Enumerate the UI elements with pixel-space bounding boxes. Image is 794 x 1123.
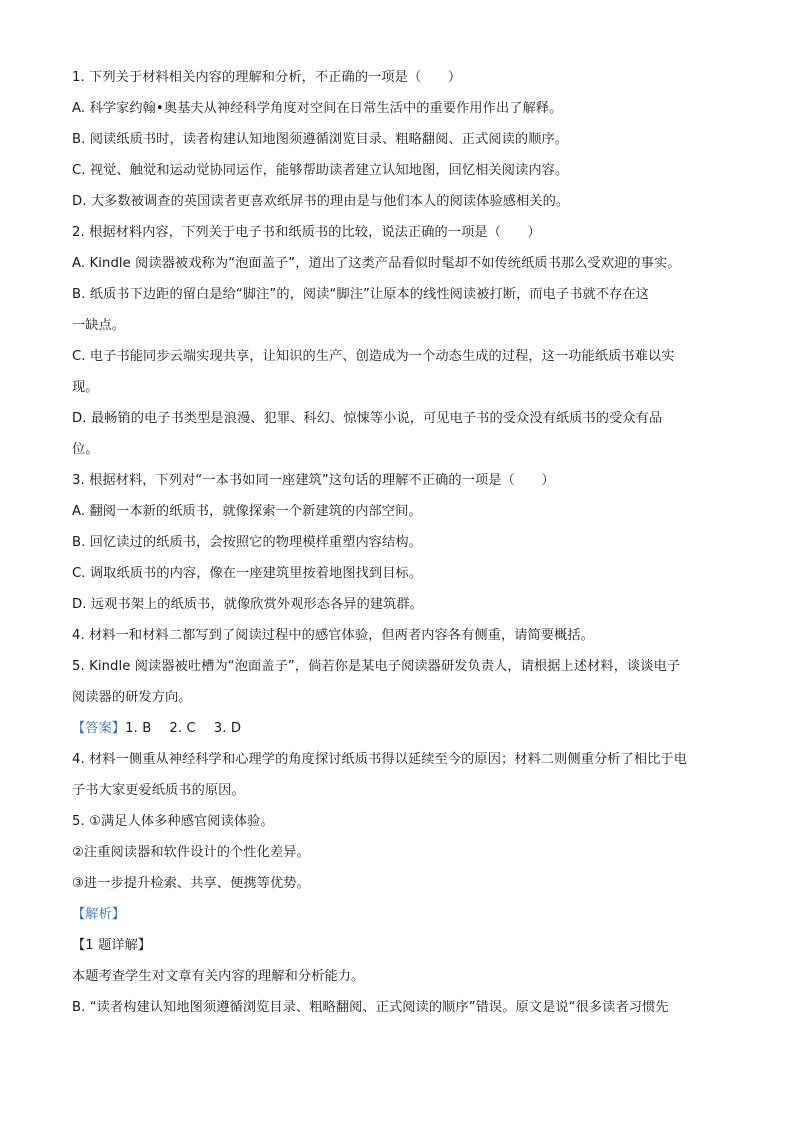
question-2-option-b: B. 纸质书下边距的留白是给“脚注”的，阅读“脚注”让原本的线性阅读被打断，而电子书就不存在这 <box>72 287 649 302</box>
answer-5-1: 5. ①满足人体多种感官阅读体验。 <box>72 814 274 829</box>
question-5: 5. Kindle 阅读器被吐槽为“泡面盖子”，倘若你是某电子阅读器研发负责人，请根据上述材料，谈谈电子 <box>72 659 681 674</box>
answer-item-2: 2. C <box>169 721 196 736</box>
question-5-cont: 阅读器的研发方向。 <box>72 690 192 705</box>
document-page <box>72 62 722 1023</box>
question-3-option-c: C. 调取纸质书的内容，像在一座建筑里按着地图找到目标。 <box>72 566 423 581</box>
question-3-option-d: D. 远观书架上的纸质书，就像欣赏外观形态各异的建筑群。 <box>72 597 424 612</box>
question-1-option-b: B. 阅读纸质书时，读者构建认知地图须遵循浏览目录、粗略翻阅、正式阅读的顺序。 <box>72 132 569 147</box>
question-2-option-a: A. Kindle 阅读器被戏称为“泡面盖子”，道出了这类产品看似时髦却不如传统纸质书那么受欢迎的事实。 <box>72 256 681 271</box>
question-2: 2. 根据材料内容，下列关于电子书和纸质书的比较，说法正确的一项是（ ） <box>72 225 541 240</box>
question-3-option-a: A. 翻阅一本新的纸质书，就像探索一个新建筑的内部空间。 <box>72 504 422 519</box>
question-4: 4. 材料一和材料二都写到了阅读过程中的感官体验，但两者内容各有侧重，请简要概括。 <box>72 628 594 643</box>
question-1-option-c: C. 视觉、触觉和运动觉协同运作，能够帮助读者建立认知地图，回忆相关阅读内容。 <box>72 163 569 178</box>
answer-5-2: ②注重阅读器和软件设计的个性化差异。 <box>72 845 310 860</box>
question-3: 3. 根据材料，下列对“一本书如同一座建筑”这句话的理解不正确的一项是（ ） <box>72 473 555 488</box>
question-1-option-a: A. 科学家约翰•奥基夫从神经科学角度对空间在日常生活中的重要作用作出了解释。 <box>72 101 563 116</box>
answer-4-cont: 子书大家更爱纸质书的原因。 <box>72 783 245 798</box>
analysis-line-2: B. “读者构建认知地图须遵循浏览目录、粗略翻阅、正式阅读的顺序”错误。原文是说“很多读者习惯先 <box>72 1000 669 1015</box>
answer-item-3: 3. D <box>213 721 242 736</box>
analysis-sub-label: 【1 题详解】 <box>72 938 152 953</box>
answer-4: 4. 材料一侧重从神经科学和心理学的角度探讨纸质书得以延续至今的原因；材料二则侧重分析了相比于电 <box>72 752 688 767</box>
question-2-option-d-cont: 位。 <box>72 442 99 457</box>
answer-label: 【答案】 <box>72 721 126 736</box>
question-3-option-b: B. 回忆读过的纸质书，会按照它的物理模样重塑内容结构。 <box>72 535 422 550</box>
question-1: 1. 下列关于材料相关内容的理解和分析，不正确的一项是（ ） <box>72 70 462 85</box>
question-2-option-c-cont: 现。 <box>72 380 99 395</box>
question-2-option-b-cont: 一缺点。 <box>72 318 126 333</box>
answer-line <box>72 713 722 744</box>
question-2-option-d: D. 最畅销的电子书类型是浪漫、犯罪、科幻、惊悚等小说，可见电子书的受众没有纸质书的受众有品 <box>72 411 663 426</box>
analysis-label: 【解析】 <box>72 907 126 922</box>
answer-item-1: 1. B <box>125 721 152 736</box>
answer-5-3: ③进一步提升检索、共享、便携等优势。 <box>72 876 310 891</box>
analysis-line-1: 本题考查学生对文章有关内容的理解和分析能力。 <box>72 969 365 984</box>
question-2-option-c: C. 电子书能同步云端实现共享，让知识的生产、创造成为一个动态生成的过程，这一功能纸质书难以实 <box>72 349 675 364</box>
question-1-option-d: D. 大多数被调查的英国读者更喜欢纸屏书的理由是与他们本人的阅读体验感相关的。 <box>72 194 570 209</box>
